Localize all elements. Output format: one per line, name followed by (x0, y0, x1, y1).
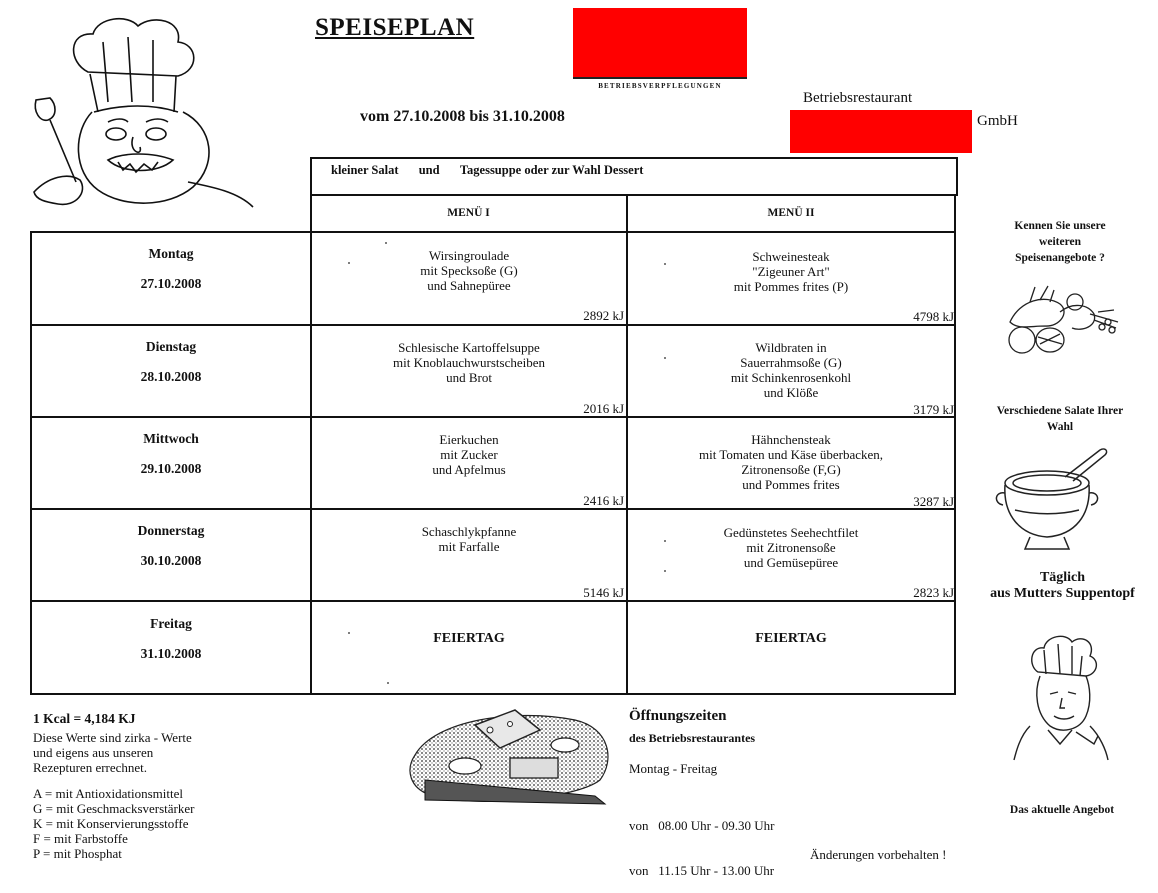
divider (956, 157, 958, 196)
dish-line: und Klöße (763, 385, 819, 400)
salads-line: Wahl (1046, 421, 1074, 433)
dish-line: mit Knoblauchwurstscheiben (393, 355, 545, 370)
scan-speck (348, 632, 350, 634)
dish-line: mit Zucker (440, 447, 498, 462)
menu2-energy: 4798 kJ (913, 309, 954, 324)
scan-speck (385, 242, 387, 244)
offer-line: Speisenangebote ? (1015, 252, 1105, 264)
dish-line: Zitronensoße (F,G) (741, 462, 841, 477)
menu2-dish (628, 432, 954, 492)
soup-pot-sketch-icon (995, 445, 1115, 555)
salad-label: kleiner Salat (331, 163, 399, 177)
chef-portrait-sketch-icon (1010, 632, 1110, 762)
dish-line: mit Schinkenrosenkohl (730, 370, 852, 385)
hours-days: Montag - Freitag (629, 761, 718, 776)
vegetables-sketch-icon (990, 282, 1125, 357)
divider (30, 231, 312, 233)
scan-speck (387, 682, 389, 684)
dish-line: und Sahnepüree (427, 278, 511, 293)
note-line: Rezepturen errechnet. (33, 760, 148, 775)
dish-line: Schweinesteak (752, 249, 830, 264)
menu2-energy: 3287 kJ (913, 494, 954, 509)
restaurant-label: Betriebsrestaurant (803, 90, 913, 106)
menu1-energy: 2892 kJ (583, 308, 624, 323)
divider (30, 693, 956, 695)
divider (30, 508, 956, 510)
offer-question (970, 218, 1150, 266)
dish-line: Gedünstetes Seehechtfilet (723, 525, 859, 540)
menu1-dish (312, 340, 626, 385)
kcal-conversion: 1 Kcal = 4,184 KJ (33, 711, 136, 726)
dish-line: und Apfelmus (432, 462, 506, 477)
additives-legend (33, 786, 194, 861)
day-cell-monday (32, 246, 310, 292)
day-name: Donnerstag (137, 523, 205, 538)
dish-line: Hähnchensteak (751, 432, 831, 447)
divider (30, 324, 956, 326)
menu1-energy: 2016 kJ (583, 401, 624, 416)
scan-speck (664, 263, 666, 265)
menu1-dish (312, 432, 626, 477)
divider (310, 194, 958, 196)
top-row-text (331, 163, 643, 178)
menu2-dish (628, 249, 954, 294)
day-name: Montag (148, 246, 194, 261)
day-date: 28.10.2008 (140, 369, 202, 384)
dish-line: "Zigeuner Art" (752, 264, 830, 279)
legend-line: G = mit Geschmacksverstärker (33, 801, 195, 816)
day-cell-tuesday (32, 339, 310, 385)
dish-line: Schlesische Kartoffelsuppe (398, 340, 540, 355)
values-note (33, 730, 192, 775)
menu2-energy: 2823 kJ (913, 585, 954, 600)
soup-line: Täglich (1039, 570, 1086, 585)
hours-subtitle: des Betriebsrestaurantes (629, 731, 756, 745)
day-name: Dienstag (145, 339, 197, 354)
soup-line: aus Mutters Suppentopf (990, 586, 1135, 601)
dish-line: Schaschlykpfanne (421, 524, 517, 539)
menu1-dish (312, 248, 626, 293)
salads-line: Verschiedene Salate Ihrer (996, 405, 1124, 417)
soup-label: Tagessuppe oder zur Wahl Dessert (459, 163, 644, 177)
dish-line: und Pommes frites (742, 477, 840, 492)
legend-line: F = mit Farbstoffe (33, 831, 128, 846)
day-date: 27.10.2008 (140, 276, 202, 291)
dish-line: und Brot (446, 370, 492, 385)
current-offer-label: Das aktuelle Angebot (1009, 804, 1115, 816)
day-name: Freitag (150, 616, 192, 631)
scan-speck (664, 570, 666, 572)
divider (30, 416, 956, 418)
divider (30, 600, 956, 602)
hours-line: von 08.00 Uhr - 09.30 Uhr (629, 818, 775, 833)
note-line: Diese Werte sind zirka - Werte (33, 730, 192, 745)
menu1-energy: 2416 kJ (583, 493, 624, 508)
dish-line: mit Specksoße (G) (420, 263, 518, 278)
day-cell-friday (32, 616, 310, 662)
divider (954, 194, 956, 695)
day-cell-thursday (32, 523, 310, 569)
dish-line: mit Pommes frites (P) (733, 279, 849, 294)
scan-speck (664, 540, 666, 542)
dish-line: mit Zitronensoße (746, 540, 836, 555)
menu2-header: MENÜ II (767, 207, 815, 219)
dish-line: Sauerrahmsoße (G) (740, 355, 842, 370)
hours-line: von 11.15 Uhr - 13.00 Uhr (629, 863, 775, 878)
chef-cartoon-icon (28, 12, 260, 212)
page-title: SPEISEPLAN (315, 14, 475, 41)
brand-subline: BETRIEBSVERPFLEGUNGEN (598, 82, 722, 90)
scan-speck (664, 357, 666, 359)
soup-note (970, 570, 1155, 602)
menu2-energy: 3179 kJ (913, 402, 954, 417)
date-range: vom 27.10.2008 bis 31.10.2008 (360, 108, 565, 125)
changes-note: Änderungen vorbehalten ! (810, 847, 947, 862)
offer-line: weiteren (1039, 236, 1081, 248)
offer-line: Kennen Sie unsere (1014, 220, 1106, 232)
legend-line: P = mit Phosphat (33, 846, 122, 861)
dish-line: und Gemüsepüree (743, 555, 839, 570)
day-name: Mittwoch (143, 431, 199, 446)
menu2-dish (628, 525, 954, 570)
divider (310, 157, 958, 159)
hours-title: Öffnungszeiten (629, 708, 727, 724)
divider (310, 231, 956, 233)
redacted-logo (573, 8, 747, 77)
opening-hours (629, 788, 775, 893)
day-date: 30.10.2008 (140, 553, 202, 568)
menu2-holiday: FEIERTAG (755, 631, 827, 646)
menu1-energy: 5146 kJ (583, 585, 624, 600)
divider (310, 157, 312, 695)
divider (573, 77, 747, 79)
menu1-dish (312, 524, 626, 554)
company-suffix: GmbH (977, 113, 1018, 129)
food-platter-sketch-icon (405, 700, 620, 810)
day-date: 31.10.2008 (140, 646, 202, 661)
dish-line: mit Farfalle (438, 539, 500, 554)
menu1-holiday: FEIERTAG (433, 631, 505, 646)
redacted-company-name (790, 110, 972, 153)
day-cell-wednesday (32, 431, 310, 477)
scan-speck (348, 262, 350, 264)
dish-line: Wirsingroulade (428, 248, 510, 263)
dish-line: Eierkuchen (439, 432, 499, 447)
dish-line: Wildbraten in (755, 340, 827, 355)
legend-line: A = mit Antioxidationsmittel (33, 786, 183, 801)
menu2-dish (628, 340, 954, 400)
salads-note (970, 403, 1150, 435)
menu1-header: MENÜ I (447, 207, 490, 219)
note-line: und eigens aus unseren (33, 745, 154, 760)
legend-line: K = mit Konservierungsstoffe (33, 816, 189, 831)
and-label: und (418, 163, 440, 177)
day-date: 29.10.2008 (140, 461, 202, 476)
dish-line: mit Tomaten und Käse überbacken, (698, 447, 884, 462)
